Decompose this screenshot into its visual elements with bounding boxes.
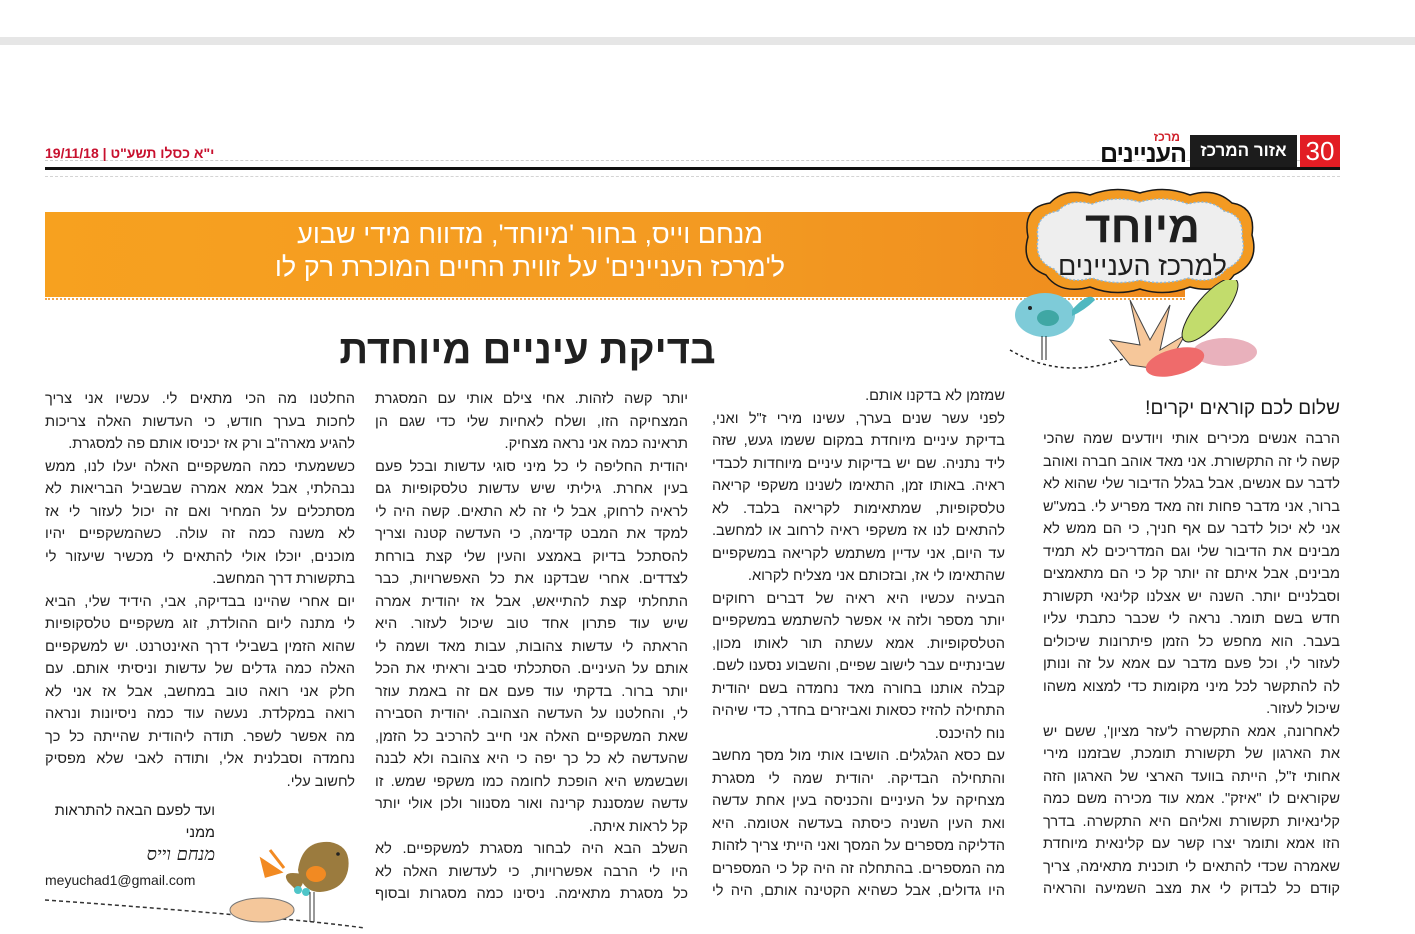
text-line: החלטנו מה הכי מתאים לי. עכשיו אני צריך xyxy=(45,391,355,407)
badge-title xyxy=(1030,205,1255,281)
text-line: מה אפשר לשפר. תודה ליהודית שהייתה כל כך xyxy=(45,728,355,745)
banner-line-1: מנחם וייס, בחור 'מיוחד', מדווח מידי שבוע xyxy=(297,219,763,249)
text-line: קשה לי זה התקשורת. אני מאד אוהב חברה ואוהב xyxy=(1043,453,1340,470)
badge-title-main: מיוחד xyxy=(1085,203,1200,252)
text-line: למקד את המבט קדימה, כי העדשה קטנה וצריך xyxy=(375,526,688,542)
text-line: וסבלניים יותר. השנה יש אצלנו קלינאי תקשורת xyxy=(1043,588,1340,605)
text-line: להתאים לנו אז משקפי ראיה לרחוב או למחשב. xyxy=(712,523,1005,539)
article-headline: בדיקת עיניים מיוחדת xyxy=(339,328,716,372)
text-line: לעזור לי, וכל פעם מדבר עם אמא על זה ונותן xyxy=(1043,656,1340,672)
text-line: מסתכלים על המחיר ואם זה יכול לעזור לי אז xyxy=(45,503,355,520)
text-line: בתקשורת דרך המחשב. xyxy=(212,571,355,587)
badge-title-sub: למרכז העניינים xyxy=(1058,251,1227,281)
text-line: יותר קשה לזהות. אחי צילם אותי עם המסגרת xyxy=(375,391,688,407)
newspaper-logo xyxy=(1088,130,1186,168)
text-line: התחלתי קצת להתייאש, אבל אז יהודית אמרה xyxy=(375,593,688,610)
header-dashed-underline xyxy=(45,176,1340,177)
text-line: כששמעתי כמה המשקפיים האלה יעלו לנו, ממש xyxy=(45,458,355,475)
text-line: קודם כל לבדוק לי את מצב השמיעה והראיה xyxy=(1043,881,1340,897)
text-line: קל לראות איתה. xyxy=(588,818,688,835)
text-line: ליד נתניה. שם יש בדיקות עיניים מיוחדות לכבדי xyxy=(712,455,1005,472)
text-line: מבינים, אבל איתם זה יותר קל כי הם מתאמצים xyxy=(1043,566,1340,582)
signoff-line-2: ממני xyxy=(185,825,215,841)
text-line: עדשה שמסננת קרינה ואור מסנוור ולכן אולי יותר xyxy=(375,796,688,812)
text-line: יום אחרי שהיינו בבדיקה, אבי, הידיד שלי, הביא xyxy=(45,593,355,610)
logo-small-text: מרכז xyxy=(1153,130,1180,144)
text-line: יותר מספר ולזה אי אפשר להשתמש במשקפיים xyxy=(712,613,1005,629)
article-column-4 xyxy=(45,388,355,793)
text-line: הבעיה עכשיו היא ראיה של דברים רחוקים xyxy=(712,590,1005,607)
text-line: שקוראים לו "איזק". אמא עוד מכירה משם כמה xyxy=(1043,791,1340,807)
text-line: אחותי ז"ל, הייתה בוועד הארצי של הארגון הזה xyxy=(1043,768,1340,785)
text-line: אני לא יכול לדבר עם אף חניך, כי הם ממש לא xyxy=(1043,521,1340,537)
brown-bird-illustration xyxy=(40,830,370,934)
text-line: תראינה כמה אני נראה מצחיק. xyxy=(504,436,688,452)
text-line: להגיע מארה"ב ורק אז יכניסו אותם פה למסגרת. xyxy=(68,436,355,452)
text-line: קלינאיות תקשורת ואליהם היא התקשרה. בדרך xyxy=(1043,813,1340,830)
text-line: עם כסא הגלגלים. הושיבו אותי מול מסך מחשב xyxy=(712,748,1005,764)
text-line: לפני עשר שנים בערך, עשינו מירי ז"ל ואני, xyxy=(712,410,1005,427)
text-line: שהוא הזמין בשבילי דרך האינטרנט. יש למשקפיים xyxy=(45,638,355,655)
text-line: שבינתיים עבר לישוב שפיים, והשבוע נסענו לשם. xyxy=(712,658,1005,674)
text-line: הדליקה מספרים על המסך ואני הייתי צריך לזהות xyxy=(712,838,1005,854)
text-line: חלק אני רואה טוב במחשב, אבל אז אני לא xyxy=(45,683,355,700)
text-line: רואה במקלדת. נעשה עוד כמה ניסיונות ונראה xyxy=(45,706,355,722)
text-line: לדבר עם אנשים, אבל בגלל הדיבור שלי שהוא לא xyxy=(1043,476,1340,492)
text-line: הטלסקופיות. אמא עשתה תור לאותו מכון, xyxy=(712,635,1005,652)
text-line: ראיה. באותו זמן, התאימו לשנינו משקפי קריאה xyxy=(712,478,1005,494)
text-line: את הארגון של תקשורת תומכת, שבזמנו מירי xyxy=(1043,746,1340,762)
text-line: טלסקופיות, שמתאימות לקריאה בלבד. לא xyxy=(712,500,1005,517)
text-line: אותם על העיניים. הסתכלתי סביב וראיתי את הכל xyxy=(375,661,688,677)
text-line: הזו אמא ותומר יצרו קשר עם קלינאית מיוחדת xyxy=(1043,836,1340,852)
text-line: להסתכל בדיוק באמצע והעין שלי קצת בורחת xyxy=(375,548,688,565)
logo-main-text: העניינים xyxy=(1099,140,1186,168)
text-line: שיכול לעזור. xyxy=(1266,701,1340,717)
text-line: לצדדים. אחרי שבדקנו את כל האפשרויות, כבר xyxy=(375,571,688,587)
text-line: הראתה לי עדשות צהובות, עבות מאד ושמה לי xyxy=(375,638,688,655)
text-line: הרבה אנשים מכירים אותי ויודעים שמה שהכי xyxy=(1043,431,1340,447)
text-line: השלב הבא היה לבחור מסגרת למשקפיים. לא xyxy=(375,841,688,857)
text-line: עד היום, אני עדיין משתמש לקריאה במשקפיים xyxy=(712,545,1005,562)
text-line: נוח להיכנס. xyxy=(934,725,1005,742)
text-line: מה המספרים. בהתחלה זה היה קל כי המספרים xyxy=(712,860,1005,877)
date-separator: | xyxy=(102,145,107,161)
top-gray-band xyxy=(0,37,1415,45)
article-column-2 xyxy=(712,385,1005,903)
hebrew-date: י"א כסלו תשע"ט xyxy=(110,145,215,161)
text-line: לי, והחלטנו על העדשה הצהובה. יהודית הסבירה xyxy=(375,706,688,722)
banner-subtitle xyxy=(120,218,940,284)
author-email: meyuchad1@gmail.com xyxy=(45,872,196,888)
article-column-3 xyxy=(375,388,688,906)
text-line: שהעדשה לא כל כך יפה כי היא צהובה ולא לבנה xyxy=(375,751,688,767)
section-label: אזור המרכז xyxy=(1190,135,1297,167)
greeting: שלום לכם קוראים יקרים! xyxy=(1145,398,1340,419)
text-line: ואת העין השניה כיסתה בעדשה אטומה. היא xyxy=(712,815,1005,832)
text-line: והתחילה הבדיקה. יהודית שמה לי מסגרת xyxy=(712,770,1005,787)
text-line: מוכנים, יוכלו אולי להתאים לי מכשיר שיעזור לי xyxy=(45,548,355,565)
text-line: שהתאימו לי אז, ובזכותם אני מצליח לקרוא. xyxy=(747,568,1005,584)
text-line: שאת המשקפיים האלה אני חייב להרכיב כל הזמן, xyxy=(375,728,688,745)
text-line: בדיקת עיניים מיוחדת במקום ששמו געש, שזה xyxy=(712,433,1005,449)
text-line: האלה כמה גדלים של עדשות וניסיתי אותם. עם xyxy=(45,661,355,677)
text-line: לחשוב עלי. xyxy=(286,773,355,790)
text-line: מבינים את הדיבור שלי וגם המדריכים לא תמיד xyxy=(1043,543,1340,560)
page-number: 30 xyxy=(1300,135,1340,167)
text-line: המצחיקה הזו, ושלח לאחיות שלי כדי שגם הן xyxy=(375,413,688,430)
text-line: כל מסגרת מתאימה. ניסינו כמה מסגרות ובסוף xyxy=(375,886,688,902)
issue-date xyxy=(45,145,214,161)
banner-line-2: ל'מרכז העניינים' על זווית החיים המוכרת רק לו xyxy=(274,252,786,282)
gregorian-date: 19/11/18 xyxy=(45,145,99,161)
text-line: לי מתנה ליום ההולדת, זוג משקפיים טלסקופיות xyxy=(45,616,355,632)
text-line: יהודית החליפה לי כל מיני סוגי עדשות ובכל פעם xyxy=(375,458,688,475)
text-line: לה להתקשר לכל מיני מקומות כדי למצוא משהו xyxy=(1043,678,1340,695)
signoff-line-1: ועד לפעם הבאה להתראות xyxy=(54,803,215,819)
blue-bird-icon xyxy=(1015,293,1095,360)
text-line: שאמרה שכדי להתאים לי תוכנית מתאימה, צריך xyxy=(1043,858,1340,875)
text-line: נחמדה וסבלנית אלי, ותודה לאבי שלא מפסיק xyxy=(45,751,355,767)
text-line: לחכות בערך חודש, כי העדשות האלה צריכות xyxy=(45,413,355,430)
text-line: יותר ברור. בדקתי עוד פעם אם זה באמת עוזר xyxy=(375,683,688,700)
text-line: שמזמן לא בדקנו אותם. xyxy=(865,388,1005,404)
text-line: חדש בשם תומר. נראה לי שכבר כתבתי עליו xyxy=(1043,611,1340,627)
text-line: בעבר. הוא מחפש כל הזמן פיתרונות שיכולים xyxy=(1043,633,1340,650)
text-line: לא משנה כמה זה עולה. כשהמשקפיים יהיו xyxy=(45,526,355,542)
text-line: היו גדולים, אבל כשהיא הקטינה אותם, היה לי xyxy=(712,883,1005,899)
text-line: בעין אחרת. גיליתי שיש עדשות טלסקופיות גם xyxy=(375,481,688,497)
text-line: התחילה להזיז כסאות ואביזרים בחדר, כדי שיהיה xyxy=(712,703,1005,719)
text-line: היו לי הרבה אפשרויות, כי לעדשות האלה לא xyxy=(375,863,688,880)
text-line: מצחיקה על העיניים והכניסה בעין אחת עדשה xyxy=(712,793,1005,809)
handwritten-signature: מנחם וייס xyxy=(146,844,215,865)
text-line: ושבשמש היא הופכת לחומה כמו משקפי שמש. זו xyxy=(375,773,688,790)
text-line: ברור, אני מדבר פחות וזה מאד מפריע לי. במע"ש xyxy=(1043,498,1340,515)
text-line: לאחרונה, אמא התקשרה ל'עזר מציון', ששם יש xyxy=(1043,723,1340,740)
text-line: נבהלתי, אבל אמא אמרה שבשביל הבריאות לא xyxy=(45,481,355,497)
text-line: שיש עוד פתרון אחד טוב שיכול לעזור. היא xyxy=(375,616,688,632)
text-line: לראיה לרחוק, אבל לי זה לא התאים. קשה היה לי xyxy=(375,503,688,520)
bird-and-leaves-illustration xyxy=(1000,280,1260,390)
article-column-1 xyxy=(1043,396,1340,901)
text-line: קבלה אותנו בחורה מאד נחמדה בשם יהודית xyxy=(712,680,1005,697)
